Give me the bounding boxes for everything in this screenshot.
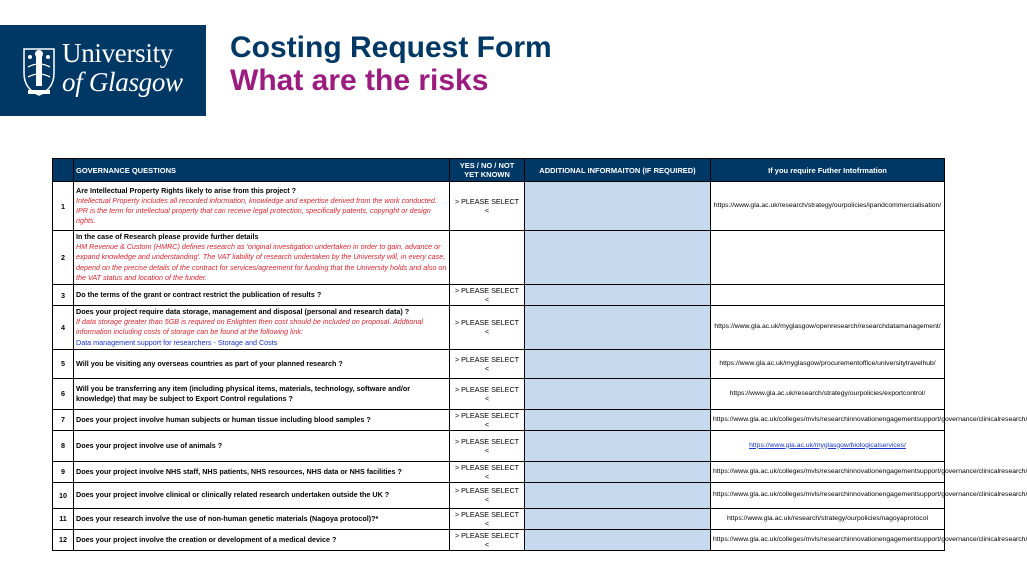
- question-cell: [74, 182, 450, 231]
- column-header-questions: GOVERNANCE QUESTIONS: [74, 159, 450, 182]
- row-number: 10: [53, 482, 74, 508]
- row-number: 7: [53, 409, 74, 430]
- answer-select[interactable]: > PLEASE SELECT <: [450, 409, 525, 430]
- further-info-link[interactable]: https://www.gla.ac.uk/myglasgow/biologicalservices/: [711, 430, 945, 461]
- table-row: [53, 430, 945, 461]
- additional-info-field[interactable]: [525, 378, 711, 409]
- row-number: 2: [53, 231, 74, 285]
- question-cell: [74, 306, 450, 350]
- table-header-row: [53, 159, 945, 182]
- table-row: [53, 482, 945, 508]
- answer-select[interactable]: > PLEASE SELECT <: [450, 508, 525, 529]
- row-number: 5: [53, 349, 74, 378]
- additional-info-field[interactable]: [525, 306, 711, 350]
- question-cell: [74, 461, 450, 482]
- row-number: 6: [53, 378, 74, 409]
- question-text: Are Intellectual Property Rights likely to arise from this project ?: [76, 185, 297, 195]
- question-cell: [74, 529, 450, 550]
- answer-select[interactable]: > PLEASE SELECT <: [450, 529, 525, 550]
- page-subtitle: What are the risks: [230, 64, 489, 97]
- answer-select[interactable]: > PLEASE SELECT <: [450, 306, 525, 350]
- table-row: [53, 461, 945, 482]
- question-text: Do the terms of the grant or contract restrict the publication of results ?: [76, 289, 322, 299]
- row-number: 11: [53, 508, 74, 529]
- governance-table: [52, 158, 1027, 551]
- question-note: HM Revenue & Custom (HMRC) defines research as 'original investigation undertaken in order to gain, advance or expand knowledge and understanding'. The VAT liability of research undertaken by the University will, in every case, depend on the precise details of the contract for services/agreement for funding that the University holds and also on the VAT status and location of the funder.: [76, 242, 447, 282]
- further-info-cell: [711, 285, 945, 306]
- question-text: Does your research involve the use of non-human genetic materials (Nagoya protocol)?*: [76, 513, 379, 523]
- column-header-additional-info: ADDITIONAL INFORMAITON (IF REQUIRED): [525, 159, 711, 182]
- table-row: [53, 231, 945, 285]
- answer-select[interactable]: > PLEASE SELECT <: [450, 378, 525, 409]
- row-number: 12: [53, 529, 74, 550]
- row-number: 8: [53, 430, 74, 461]
- table-row: [53, 378, 945, 409]
- row-number: 9: [53, 461, 74, 482]
- question-text: Will you be visiting any overseas countries as part of your planned research ?: [76, 358, 343, 368]
- further-info-link[interactable]: https://www.gla.ac.uk/colleges/mvls/researchinnovationengagementsupport/governance/clinicalresearch/: [711, 482, 945, 508]
- question-text: Does your project involve clinical or clinically related research undertaken outside the UK ?: [76, 490, 390, 500]
- additional-info-field[interactable]: [525, 349, 711, 378]
- question-note: If data storage greater than 5GB is required on Enlighten then cost should be included on proposal. Addtional information including costs of storage can be found at the following link:: [76, 317, 423, 337]
- university-logo: [0, 25, 206, 116]
- page-title: Costing Request Form: [230, 31, 552, 64]
- answer-select[interactable]: > PLEASE SELECT <: [450, 482, 525, 508]
- answer-select[interactable]: > PLEASE SELECT <: [450, 182, 525, 231]
- table-row: [53, 508, 945, 529]
- answer-select[interactable]: > PLEASE SELECT <: [450, 285, 525, 306]
- question-note: Intellectual Property includes all recorded information, knowledge and expertise derived from the work conducted. IPR is the term for intellectual property that can receive legal protection, specifically patents, copyright or design rights.: [76, 195, 437, 226]
- question-text: Does your project involve use of animals ?: [76, 440, 223, 450]
- further-info-link[interactable]: https://www.gla.ac.uk/colleges/mvls/researchinnovationengagementsupport/governance/clinicalresearch/: [711, 529, 945, 550]
- question-cell: [74, 409, 450, 430]
- logo-wordmark-line1: University: [62, 38, 173, 68]
- question-cell: [74, 285, 450, 306]
- question-text: Does your project involve NHS staff, NHS patients, NHS resources, NHS data or NHS facilities ?: [76, 466, 402, 476]
- answer-select[interactable]: > PLEASE SELECT <: [450, 430, 525, 461]
- logo-wordmark-line2: of Glasgow: [62, 67, 183, 97]
- question-cell: [74, 508, 450, 529]
- answer-cell: [450, 231, 525, 285]
- question-cell: [74, 231, 450, 285]
- question-text: Will you be transferring any item (including physical items, materials, technology, software and/or knowledge) that may be subject to Export Control regulations ?: [76, 383, 411, 403]
- additional-info-field[interactable]: [525, 285, 711, 306]
- question-text: Does your project involve the creation or development of a medical device ?: [76, 534, 337, 544]
- crest-icon: [22, 43, 56, 97]
- further-info-link[interactable]: https://www.gla.ac.uk/colleges/mvls/researchinnovationengagementsupport/governance/clinicalresearch/: [711, 409, 945, 430]
- question-cell: [74, 349, 450, 378]
- additional-info-field[interactable]: [525, 482, 711, 508]
- table-row: [53, 349, 945, 378]
- further-info-link[interactable]: https://www.gla.ac.uk/research/strategy/ourpolicies/exportcontrol/: [711, 378, 945, 409]
- further-info-link[interactable]: https://www.gla.ac.uk/colleges/mvls/researchinnovationengagementsupport/governance/clinicalresearch/: [711, 461, 945, 482]
- question-text: Does your project require data storage, management and disposal (personal and research data) ?: [76, 307, 410, 317]
- additional-info-field[interactable]: [525, 231, 711, 285]
- additional-info-field[interactable]: [525, 430, 711, 461]
- data-management-link[interactable]: Data management support for researchers - Storage and Costs: [76, 337, 278, 347]
- question-text: In the case of Research please provide further details: [76, 232, 259, 241]
- further-info-link[interactable]: https://www.gla.ac.uk/myglasgow/procurementoffice/universitytravelhub/: [711, 349, 945, 378]
- additional-info-field[interactable]: [525, 529, 711, 550]
- table-row: [53, 306, 945, 350]
- answer-select[interactable]: > PLEASE SELECT <: [450, 349, 525, 378]
- question-cell: [74, 430, 450, 461]
- column-header-num: [53, 159, 74, 182]
- row-number: 1: [53, 182, 74, 231]
- table-row: [53, 285, 945, 306]
- question-text: Does your project involve human subjects or human tissue including blood samples ?: [76, 414, 371, 424]
- additional-info-field[interactable]: [525, 508, 711, 529]
- further-info-link[interactable]: https://www.gla.ac.uk/research/strategy/ourpolicies/ipandcommercialisation/: [711, 182, 945, 231]
- question-cell: [74, 378, 450, 409]
- question-cell: [74, 482, 450, 508]
- row-number: 4: [53, 306, 74, 350]
- table-row: [53, 182, 945, 231]
- further-info-cell: [711, 231, 945, 285]
- additional-info-field[interactable]: [525, 182, 711, 231]
- additional-info-field[interactable]: [525, 409, 711, 430]
- column-header-further-info: If you require Futher Intofrmation: [711, 159, 945, 182]
- further-info-link[interactable]: https://www.gla.ac.uk/myglasgow/openresearch/researchdatamanagement/: [711, 306, 945, 350]
- row-number: 3: [53, 285, 74, 306]
- column-header-answer: YES / NO / NOT YET KNOWN: [450, 159, 525, 182]
- additional-info-field[interactable]: [525, 461, 711, 482]
- further-info-link[interactable]: https://www.gla.ac.uk/research/strategy/ourpolicies/nagoyaprotocol: [711, 508, 945, 529]
- answer-select[interactable]: > PLEASE SELECT <: [450, 461, 525, 482]
- table-row: [53, 529, 945, 550]
- table-row: [53, 409, 945, 430]
